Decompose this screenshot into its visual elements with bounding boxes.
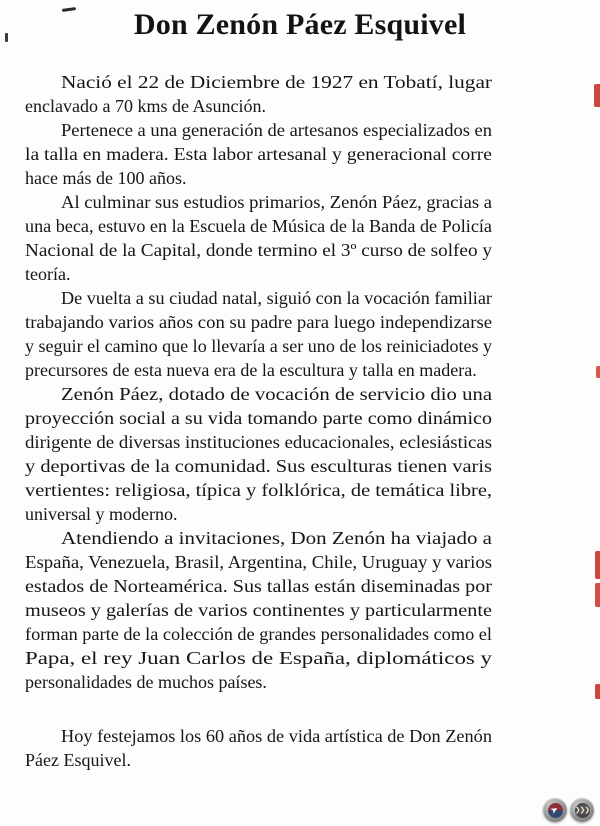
- text-line: forman parte de la colección de grandes personalidades como el: [25, 624, 492, 644]
- text-line: teoría.: [25, 264, 71, 284]
- text-line: Hoy festejamos los 60 años de vida artística de Don Zenón: [61, 726, 492, 746]
- paragraph: [25, 382, 492, 526]
- text-line: Papa, el rey Juan Carlos de España, diplomáticos y: [25, 648, 493, 668]
- scan-edge-mark: [594, 84, 600, 107]
- forward-nav-button[interactable]: [570, 798, 594, 822]
- scan-edge-mark: [595, 583, 600, 607]
- paragraph: [25, 526, 492, 694]
- text-line: y seguir el camino que lo llevaría a ser uno de los reiniciadotes y: [25, 336, 493, 356]
- text-line: enclavado a 70 kms de Asunción.: [25, 96, 266, 116]
- text-line: estados de Norteamérica. Sus tallas están diseminadas por: [25, 576, 492, 596]
- text-line: Nacional de la Capital, donde termino el 3º curso de solfeo y: [25, 240, 492, 260]
- text-line: una beca, estuvo en la Escuela de Música de la Banda de Policía: [25, 216, 492, 236]
- nav-buttons: [543, 798, 594, 822]
- forward-arrows-icon: ❯❯❯: [575, 803, 590, 818]
- scan-edge-mark: [595, 551, 600, 579]
- text-line: Pertenece a una generación de artesanos especializados en: [61, 120, 492, 140]
- back-arrow-icon: ➤: [549, 803, 561, 817]
- paragraph: [25, 70, 492, 118]
- scan-edge-mark: [596, 366, 600, 378]
- text-line: universal y moderno.: [25, 504, 178, 524]
- text-line: Atendiendo a invitaciones, Don Zenón ha viajado a: [61, 528, 492, 548]
- back-nav-button[interactable]: [543, 798, 567, 822]
- text-line: museos y galerías de varios continentes y particularmente: [25, 600, 493, 620]
- text-line: Páez Esquivel.: [25, 750, 131, 770]
- text-line: precursores de esta nueva era de la escultura y talla en madera.: [25, 360, 477, 380]
- paragraph: [25, 286, 492, 382]
- page-title: Don Zenón Páez Esquivel: [133, 8, 467, 41]
- text-line: hace más de 100 años.: [25, 168, 187, 188]
- text-line: Al culminar sus estudios primarios, Zenón Páez, gracias a: [61, 192, 492, 212]
- text-line: dirigente de diversas instituciones educacionales, eclesiásticas: [25, 432, 493, 452]
- text-line: y deportivas de la comunidad. Sus esculturas tienen varis: [25, 456, 492, 476]
- scan-edge-mark: [595, 684, 600, 699]
- document-body: [25, 70, 492, 772]
- paragraph: [25, 118, 492, 190]
- text-line: España, Venezuela, Brasil, Argentina, Chile, Uruguay y varios: [25, 552, 493, 572]
- paragraph: [25, 190, 492, 286]
- paragraph: [25, 724, 492, 772]
- text-line: vertientes: religiosa, típica y folklórica, de temática libre,: [25, 480, 492, 500]
- text-line: proyección social a su vida tomando parte como dinámico: [25, 408, 493, 428]
- text-line: Zenón Páez, dotado de vocación de servicio dio una: [61, 384, 493, 404]
- text-line: trabajando varios años con su padre para luego independizarse: [25, 312, 493, 332]
- text-line: Nació el 22 de Diciembre de 1927 en Tobatí, lugar: [61, 72, 492, 92]
- text-line: personalidades de muchos países.: [25, 672, 267, 692]
- scan-speck: [5, 33, 8, 42]
- text-line: De vuelta a su ciudad natal, siguió con la vocación familiar: [61, 288, 493, 308]
- text-line: la talla en madera. Esta labor artesanal y generacional corre: [25, 144, 493, 164]
